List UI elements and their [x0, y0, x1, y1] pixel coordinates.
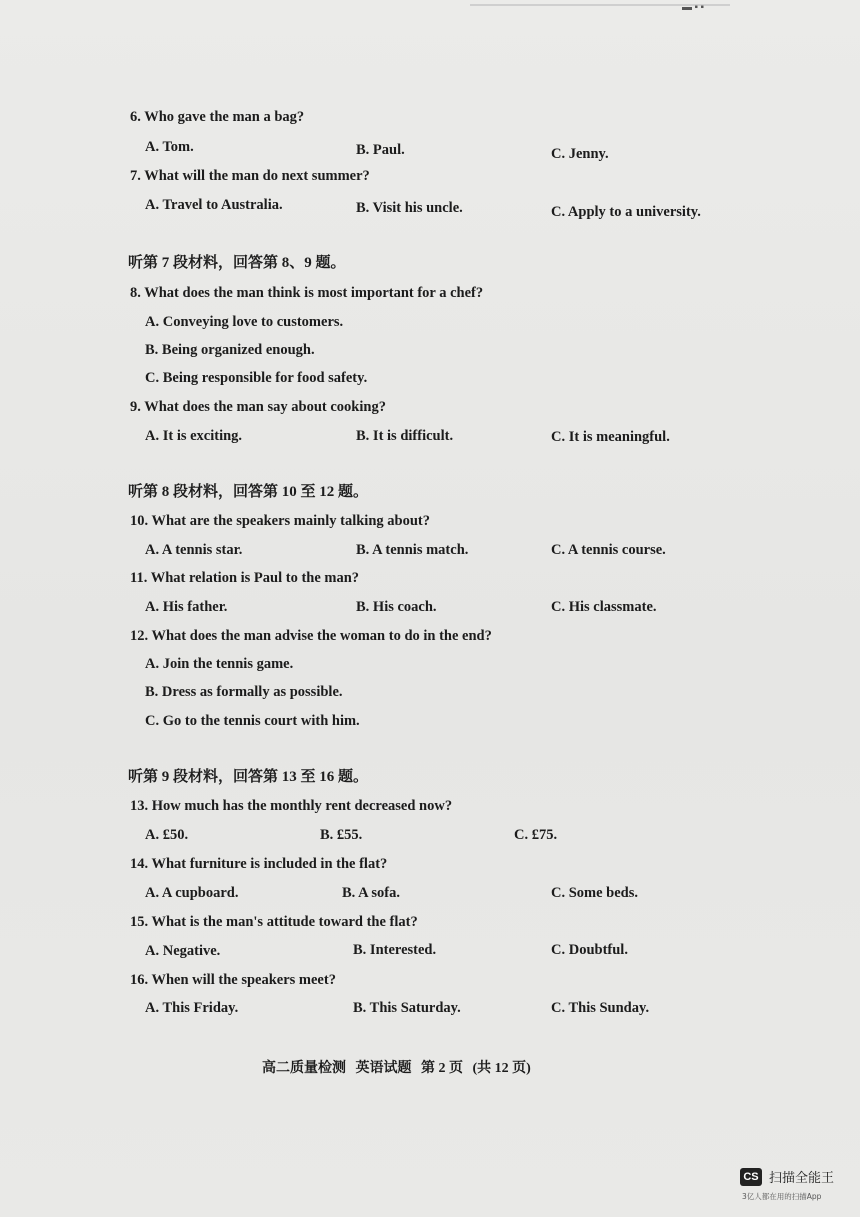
- q12-option-b: B. Dress as formally as possible.: [145, 684, 343, 700]
- question-11: 11. What relation is Paul to the man?: [130, 570, 360, 586]
- q6-option-a: A. Tom.: [145, 139, 194, 155]
- camscanner-logo-icon: CS: [740, 1168, 762, 1186]
- q13-option-c: C. £75.: [514, 827, 558, 843]
- scanner-watermark: [740, 1167, 835, 1201]
- q11-option-c: C. His classmate.: [551, 599, 657, 615]
- q16-option-a: A. This Friday.: [145, 1000, 239, 1016]
- section-9-heading: 听第 9 段材料，回答第 13 至 16 题。: [128, 769, 369, 785]
- section-8-heading: 听第 8 段材料，回答第 10 至 12 题。: [128, 484, 369, 500]
- footer-total-pages: (共 12 页): [472, 1061, 531, 1076]
- question-9: 9. What does the man say about cooking?: [130, 399, 386, 415]
- q7-option-a: A. Travel to Australia.: [145, 197, 283, 213]
- footer-exam-title: 高二质量检测: [262, 1061, 346, 1076]
- q14-option-c: C. Some beds.: [551, 885, 639, 901]
- question-6: 6. Who gave the man a bag?: [130, 109, 305, 125]
- q12-option-a: A. Join the tennis game.: [145, 656, 294, 672]
- question-10: 10. What are the speakers mainly talking about?: [130, 513, 430, 529]
- q14-option-b: B. A sofa.: [342, 885, 401, 901]
- q16-option-b: B. This Saturday.: [353, 1000, 461, 1016]
- q9-option-a: A. It is exciting.: [145, 428, 243, 444]
- q8-option-a: A. Conveying love to customers.: [145, 314, 344, 330]
- scanner-tagline: 3亿人都在用的扫描App: [742, 1192, 822, 1201]
- q8-option-c: C. Being responsible for food safety.: [145, 370, 368, 386]
- q7-option-b: B. Visit his uncle.: [356, 200, 463, 216]
- question-16: 16. When will the speakers meet?: [130, 972, 336, 988]
- q9-option-b: B. It is difficult.: [356, 428, 454, 444]
- q13-option-b: B. £55.: [320, 827, 363, 843]
- q9-option-c: C. It is meaningful.: [551, 429, 670, 445]
- scanner-app-name: 扫描全能王: [769, 1171, 835, 1186]
- q10-option-a: A. A tennis star.: [145, 542, 243, 558]
- q10-option-b: B. A tennis match.: [356, 542, 469, 558]
- question-13: 13. How much has the monthly rent decreased now?: [130, 798, 453, 814]
- question-15: 15. What is the man's attitude toward the flat?: [130, 914, 418, 930]
- q6-option-b: B. Paul.: [356, 142, 405, 158]
- page-footer: [262, 1057, 537, 1077]
- footer-subject: 英语试题: [355, 1061, 412, 1076]
- footer-page-number: 第 2 页: [421, 1061, 463, 1076]
- q8-option-b: B. Being organized enough.: [145, 342, 315, 358]
- q11-option-a: A. His father.: [145, 599, 228, 615]
- top-edge-marks: ▬ ▪ ▪: [682, 2, 705, 13]
- question-12: 12. What does the man advise the woman to do in the end?: [130, 628, 492, 644]
- q7-option-c: C. Apply to a university.: [551, 204, 701, 220]
- q15-option-c: C. Doubtful.: [551, 942, 628, 958]
- q12-option-c: C. Go to the tennis court with him.: [145, 713, 360, 729]
- q13-option-a: A. £50.: [145, 827, 189, 843]
- q15-option-a: A. Negative.: [145, 943, 221, 959]
- q10-option-c: C. A tennis course.: [551, 542, 666, 558]
- q11-option-b: B. His coach.: [356, 599, 437, 615]
- section-7-heading: 听第 7 段材料，回答第 8、9 题。: [128, 255, 346, 271]
- question-14: 14. What furniture is included in the flat?: [130, 856, 388, 872]
- question-8: 8. What does the man think is most important for a chef?: [130, 285, 484, 301]
- q14-option-a: A. A cupboard.: [145, 885, 239, 901]
- q6-option-c: C. Jenny.: [551, 146, 609, 162]
- q15-option-b: B. Interested.: [353, 942, 437, 958]
- question-7: 7. What will the man do next summer?: [130, 168, 370, 184]
- q16-option-c: C. This Sunday.: [551, 1000, 650, 1016]
